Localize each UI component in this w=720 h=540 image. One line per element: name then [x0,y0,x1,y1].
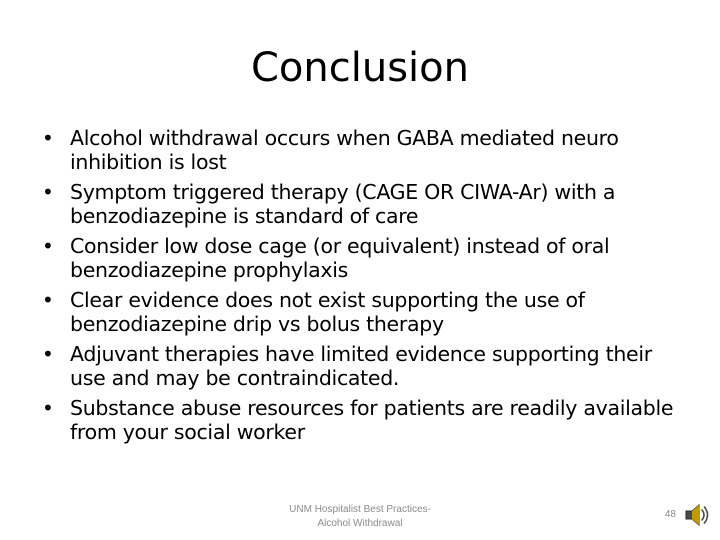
bullet-text: Clear evidence does not exist supporting the use of benzodiazepine drip vs bolus therapy [70,288,585,336]
bullet-text: Consider low dose cage (or equivalent) instead of oral benzodiazepine prophylaxis [70,234,610,282]
bullet-item [42,397,682,444]
bullet-marker: • [42,126,54,150]
bullet-item [42,235,682,282]
bullet-list [42,127,682,451]
speaker-icon[interactable] [683,500,713,530]
bullet-item [42,343,682,390]
bullet-text: Alcohol withdrawal occurs when GABA mediated neuro inhibition is lost [70,126,619,174]
bullet-marker: • [42,342,54,366]
bullet-item [42,127,682,174]
bullet-marker: • [42,234,54,258]
bullet-text: Symptom triggered therapy (CAGE OR CIWA-Ar) with a benzodiazepine is standard of care [70,180,616,228]
footer-line-1: UNM Hospitalist Best Practices- [289,504,431,515]
bullet-marker: • [42,396,54,420]
bullet-marker: • [42,180,54,204]
bullet-item [42,289,682,336]
page-number: 48 [664,509,676,520]
slide-footer [260,503,460,531]
bullet-item [42,181,682,228]
bullet-text: Substance abuse resources for patients are readily available from your social worker [70,396,674,444]
footer-line-2: Alcohol Withdrawal [317,518,403,529]
slide-title: Conclusion [251,45,469,91]
bullet-text: Adjuvant therapies have limited evidence supporting their use and may be contraindicated. [70,342,652,390]
bullet-marker: • [42,288,54,312]
speaker-icon-graphic [683,500,713,530]
